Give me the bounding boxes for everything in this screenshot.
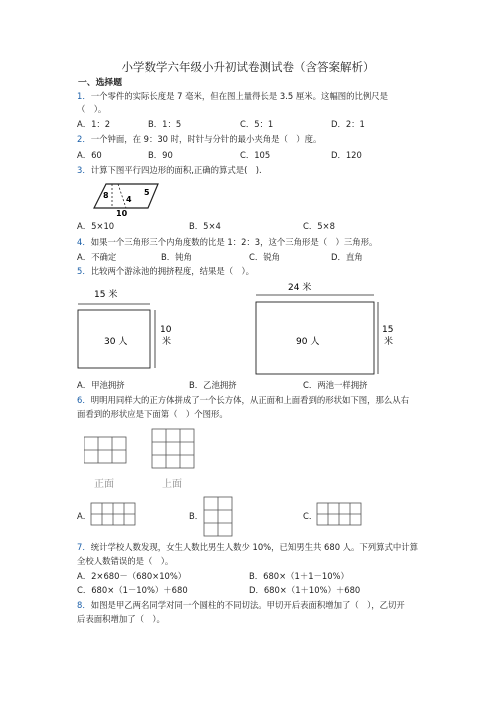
top-view-label: 上面 — [162, 479, 182, 490]
question-7 — [77, 542, 418, 553]
option-c: C．5：1 — [240, 119, 274, 129]
question-text: 比较两个游泳池的拥挤程度，结果是（ ）。 — [90, 266, 255, 276]
option-d: D．2：1 — [331, 119, 365, 129]
question-number: 3． — [77, 165, 91, 175]
parallelogram-figure — [88, 180, 164, 218]
pool1-people: 30 人 — [104, 337, 128, 347]
label-5: 5 — [144, 188, 150, 197]
question-text: 明明用同样大的正方体拼成了一个长方体，从正面和上面看到的形状如下图，那么从右 — [90, 395, 409, 405]
question-6-line2: 面看到的形状应是下面第（ ）个图形。 — [77, 409, 228, 419]
question-number: 7． — [77, 542, 91, 552]
label-10: 10 — [116, 209, 128, 218]
question-number: 8． — [77, 600, 91, 610]
pool1-height-unit: 米 — [162, 337, 172, 347]
question-text: 计算下图平行四边形的面积,正确的算式是( ). — [90, 165, 262, 175]
option-c: C． — [303, 511, 318, 521]
question-2 — [77, 134, 321, 145]
pool2-people: 90 人 — [296, 337, 320, 347]
option-b: B．1：5 — [148, 119, 182, 129]
question-1 — [77, 91, 388, 102]
option-a: A．2×680－（680×10%） — [77, 571, 187, 581]
option-b: B．5×4 — [189, 221, 221, 231]
question-1-line2: （ ）。 — [77, 104, 107, 114]
question-5 — [77, 266, 254, 277]
pool2-height-unit: 米 — [384, 337, 394, 347]
question-text: 一个零件的实际长度是 7 毫米，但在图上量得长是 3.5 厘米。这幅图的比例尺是 — [90, 91, 389, 101]
question-3 — [77, 165, 262, 176]
option-a: A． — [77, 511, 92, 521]
label-4: 4 — [126, 195, 132, 204]
pool2-width-label: 24 米 — [288, 283, 312, 293]
question-number: 2． — [77, 134, 91, 144]
pool1-height-num: 10 — [160, 325, 172, 335]
question-number: 1． — [77, 91, 91, 101]
question-4 — [77, 237, 377, 248]
question-8 — [77, 600, 405, 611]
diagonal-line — [118, 184, 126, 208]
option-c: C．680×（1－10%）＋680 — [77, 585, 188, 595]
option-c: C．两池一样拥挤 — [303, 380, 368, 390]
option-d: D．680×（1＋10%）＋680 — [249, 585, 361, 595]
option-b: B．乙池拥挤 — [189, 380, 237, 390]
option-c: C．105 — [240, 150, 271, 160]
question-text: 如图是甲乙两名同学对同一个圆柱的不同切法。甲切开后表面积增加了（ ），乙切开 — [90, 600, 405, 610]
question-text: 统计学校人数发现，女生人数比男生人数少 10%，已知男生共 680 人。下列算式中计算 — [90, 542, 419, 552]
page-title: 小学数学六年级小升初试卷测试卷（含答案解析） — [121, 60, 375, 74]
label-8: 8 — [103, 191, 109, 200]
option-d: D．直角 — [331, 252, 363, 262]
pool2-height-num: 15 — [382, 325, 394, 335]
question-text: 如果一个三角形三个内角度数的比是 1：2：3，这个三角形是（ ）三角形。 — [90, 237, 378, 247]
section-heading: 一、选择题 — [78, 78, 122, 88]
question-text: 一个钟面，在 9：30 时，时针与分针的最小夹角是（ ）度。 — [90, 134, 322, 144]
option-a: A．1：2 — [77, 119, 111, 129]
question-6 — [77, 395, 409, 406]
option-b: B．钝角 — [161, 252, 192, 262]
pool1-width-label: 15 米 — [94, 290, 118, 300]
question-number: 6． — [77, 395, 91, 405]
option-c: C．5×8 — [303, 221, 335, 231]
question-8-line2: 后表面积增加了（ ）。 — [77, 614, 165, 624]
option-a-figure — [90, 502, 136, 528]
option-b: B．90 — [148, 150, 173, 160]
option-b: B． — [189, 511, 204, 521]
question-number: 5． — [77, 266, 91, 276]
views-figure — [84, 425, 202, 493]
question-7-line2: 全校人数错误的是（ ）。 — [77, 556, 174, 566]
front-view-label: 正面 — [94, 479, 114, 490]
option-c-figure — [316, 502, 362, 528]
question-number: 4． — [77, 237, 91, 247]
option-a: A．不确定 — [77, 252, 117, 262]
option-c: C．锐角 — [249, 252, 280, 262]
option-d: D．120 — [331, 150, 362, 160]
option-a: A．60 — [77, 150, 102, 160]
option-b: B．680×（1＋1－10%） — [249, 571, 349, 581]
option-a: A．甲池拥挤 — [77, 380, 125, 390]
option-a: A．5×10 — [77, 221, 115, 231]
option-b-figure — [203, 496, 235, 538]
pools-figure — [76, 280, 396, 378]
